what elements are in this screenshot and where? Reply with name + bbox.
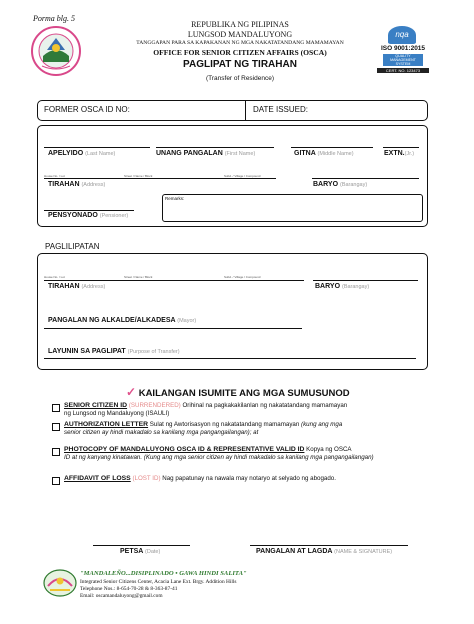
lagda-line[interactable]: [250, 545, 408, 546]
former-id-label: FORMER OSCA ID NO:: [44, 105, 130, 114]
unang-pangalan-label: UNANG PANGALAN (First Name): [156, 150, 256, 157]
transfer-info-box: [37, 253, 428, 370]
mayor-line[interactable]: [44, 328, 302, 329]
personal-info-box: [37, 125, 428, 227]
senior-id-checkbox[interactable]: [52, 404, 60, 412]
remarks-box[interactable]: [162, 194, 423, 222]
new-baryo-label: BARYO (Barangay): [315, 283, 370, 290]
city-heading: LUNGSOD MANDALUYONG: [187, 30, 293, 39]
apelyido-line[interactable]: [44, 147, 150, 148]
paglilipatan-heading: PAGLILIPATAN: [45, 242, 100, 251]
purpose-line[interactable]: [44, 358, 416, 359]
checkmark-icon: ✓: [126, 385, 137, 399]
photocopy-checkbox[interactable]: [52, 448, 60, 456]
street-caption: Street / Name / Block: [124, 275, 153, 279]
subdivision-caption: Subd. / Village / Compound: [224, 174, 261, 178]
requirement-photocopy: PHOTOCOPY OF MANDALUYONG OSCA ID & REPRESENTATIVE VALID ID Kopya ng OSCA ID at ng kanyang kinatawan. (Kung ang mga senior citizen ay hindi makadalo sa kanilang mga pangangailangan): [64, 446, 374, 462]
former-id-input[interactable]: [138, 103, 238, 117]
footer-address: Integrated Senior Citizens Center, Acacia Lane Ext. Brgy. Addition Hills: [80, 579, 237, 585]
street-caption: Street / Name / Block: [124, 174, 153, 178]
date-issued-label: DATE ISSUED:: [253, 105, 308, 114]
new-baryo-line[interactable]: [313, 280, 418, 281]
date-issued-input[interactable]: [318, 103, 418, 117]
remarks-label: Remarks:: [165, 196, 185, 201]
tirahan-label: TIRAHAN (Address): [48, 181, 106, 188]
iso-badge: [377, 26, 429, 76]
requirement-affidavit: AFFIDAVIT OF LOSS (LOST ID) Nag papatunay na nawala may notaryo at selyado ng abogado.: [64, 475, 336, 482]
box-divider: [245, 100, 246, 121]
gitna-line[interactable]: [291, 147, 373, 148]
iso-standard: ISO 9001:2015: [380, 45, 426, 52]
new-tirahan-label: TIRAHAN (Address): [48, 283, 106, 290]
new-tirahan-line[interactable]: [44, 280, 304, 281]
petsa-line[interactable]: [93, 545, 190, 546]
office-heading: OFFICE FOR SENIOR CITIZEN AFFAIRS (OSCA): [153, 48, 327, 57]
pensyonado-line[interactable]: [44, 210, 134, 211]
requirements-heading: ✓ KAILANGAN ISUMITE ANG MGA SUMUSUNOD: [126, 385, 350, 399]
pensyonado-label: PENSYONADO (Pensioner): [48, 212, 129, 219]
former-id-box: [37, 100, 428, 121]
apelyido-label: APELYIDO (Last Name): [48, 150, 116, 157]
iso-caption: QUALITY MANAGEMENT SYSTEM: [383, 54, 423, 66]
subdivision-caption: Subd. / Village / Compound: [224, 275, 261, 279]
unang-pangalan-line[interactable]: [156, 147, 274, 148]
authorization-checkbox[interactable]: [52, 423, 60, 431]
footer-email: Email: oscamandaluyong@gmail.com: [80, 593, 163, 599]
lagda-label: PANGALAN AT LAGDA (NAME & SIGNATURE): [256, 548, 393, 555]
house-no-caption: House No. / Lot: [44, 275, 65, 279]
mayor-label: PANGALAN NG ALKALDE/ALKADESA (Mayor): [48, 317, 197, 324]
footer-phone: Telephone Nos.: 8-654-70-28 & 8-363-87-41: [80, 586, 178, 592]
form-title: PAGLIPAT NG TIRAHAN: [183, 59, 297, 70]
petsa-label: PETSA (Date): [120, 548, 161, 555]
affidavit-checkbox[interactable]: [52, 477, 60, 485]
gitna-label: GITNA (Middle Name): [294, 150, 354, 157]
agency-heading: TANGGAPAN PARA SA KAPAKANAN NG MGA NAKATATANDANG MAMAMAYAN: [136, 40, 344, 46]
baryo-line[interactable]: [312, 178, 419, 179]
extn-label: EXTN.(Jr.): [384, 150, 415, 157]
requirement-authorization: AUTHORIZATION LETTER Sulat ng Awtorisasyon ng nakatatandang mamamayan (kung ang mga senior citizen ay hindi makadalo sa kanilang mga pangangailangan); at: [64, 421, 343, 437]
iso-cert: CERT. NO. 123473: [377, 68, 429, 73]
city-seal-icon: [31, 26, 81, 76]
footer-seal-icon: [42, 568, 78, 598]
requirement-senior-id: SENIOR CITIZEN ID (SURRENDERED) Orihinal na pagkakakilanlan ng nakatatandang mamamayan ng Lungsod ng Mandaluyong (ISAULI): [64, 402, 348, 418]
form-number: Porma blg. 5: [33, 14, 75, 23]
footer-slogan: "MANDALEÑO...DISIPLINADO • GAWA HINDI SALITA": [80, 570, 247, 577]
form-subtitle: (Transfer of Residence): [205, 75, 275, 82]
extn-line[interactable]: [383, 147, 419, 148]
republic-heading: REPUBLIKA NG PILIPINAS: [191, 20, 289, 29]
purpose-label: LAYUNIN SA PAGLIPAT (Purpose of Transfer): [48, 348, 180, 355]
house-no-caption: House No. / Lot: [44, 174, 65, 178]
baryo-label: BARYO (Barangay): [313, 181, 368, 188]
tirahan-line[interactable]: [44, 178, 276, 179]
nqa-logo-icon: nqa: [388, 26, 416, 44]
